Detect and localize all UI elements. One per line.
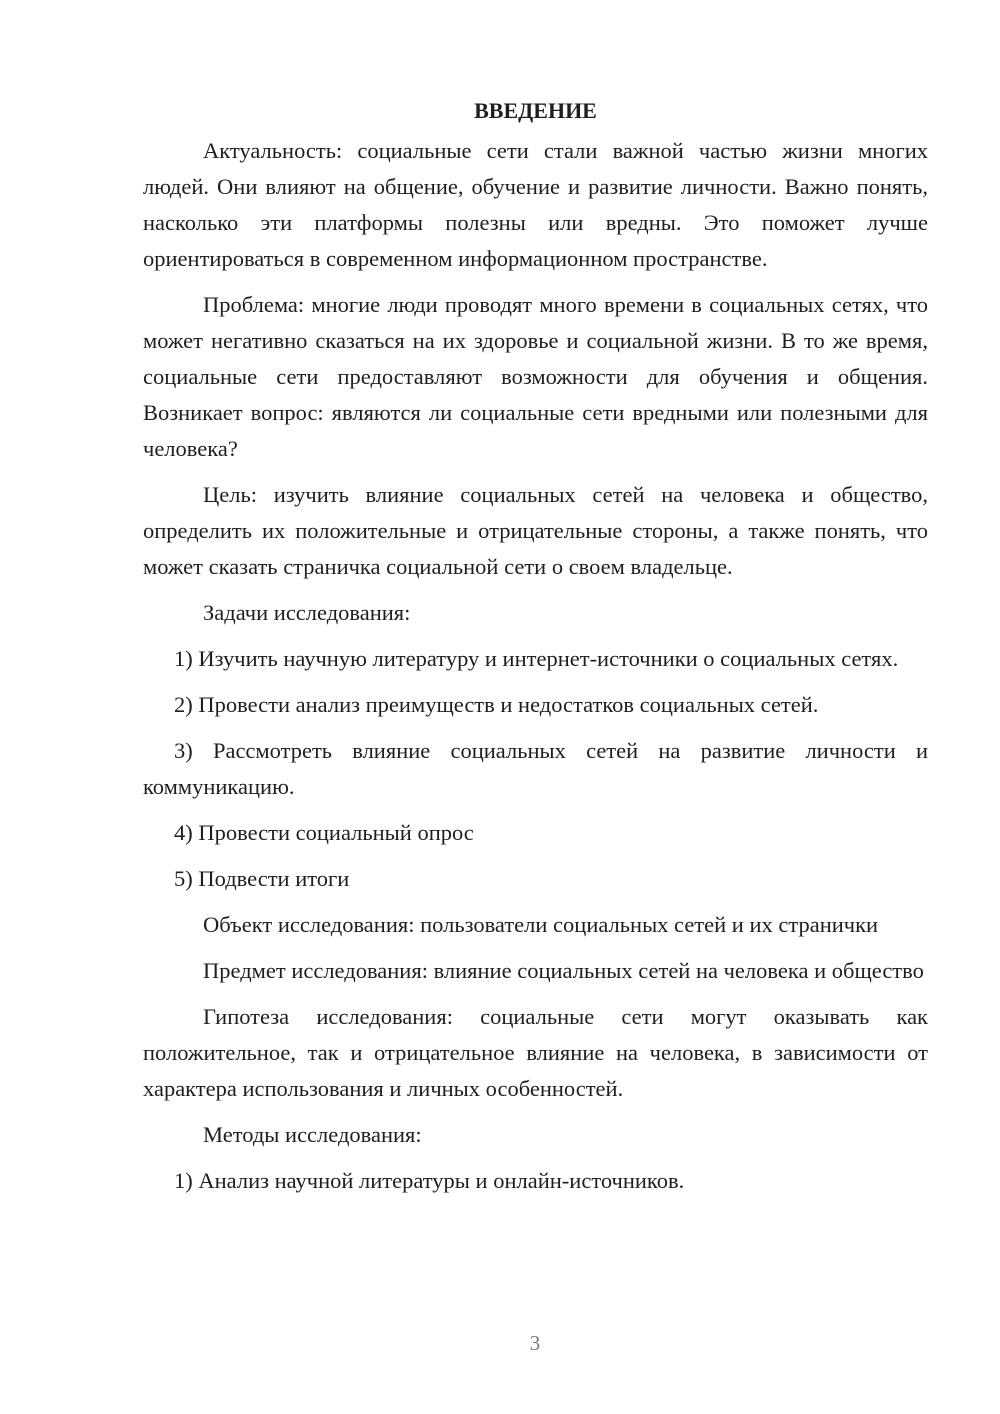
relevance-paragraph: Актуальность: социальные сети стали важной частью жизни многих людей. Они влияют на общение, обучение и развитие личности. Важно понять, насколько эти платформы полезны или вредны. Это поможет лучше ориентироваться в современном информационном пространстве.	[143, 138, 928, 271]
task-item-1: 1) Изучить научную литературу и интернет-источники о социальных сетях.	[174, 646, 899, 671]
subject-paragraph: Предмет исследования: влияние социальных сетей на человека и общество	[203, 958, 924, 983]
hypothesis-paragraph: Гипотеза исследования: социальные сети могут оказывать как положительное, так и отрицательное влияние на человека, в зависимости от характера использования и личных особенностей.	[143, 1004, 928, 1101]
tasks-heading: Задачи исследования:	[203, 600, 411, 625]
task-item-4: 4) Провести социальный опрос	[174, 820, 474, 845]
task-item-3: 3) Рассмотреть влияние социальных сетей на развитие личности и коммуникацию.	[143, 738, 928, 799]
page-number: 3	[529, 1331, 541, 1355]
method-item-1: 1) Анализ научной литературы и онлайн-источников.	[174, 1168, 685, 1193]
section-title: ВВЕДЕНИЕ	[474, 98, 597, 123]
problem-paragraph: Проблема: многие люди проводят много времени в социальных сетях, что может негативно сказаться на их здоровье и социальной жизни. В то же время, социальные сети предоставляют возможности для обучения и общения. Возникает вопрос: являются ли социальные сети вредными или полезными для человека?	[143, 292, 928, 461]
task-item-2: 2) Провести анализ преимуществ и недостатков социальных сетей.	[174, 692, 819, 717]
methods-heading: Методы исследования:	[203, 1122, 422, 1147]
object-paragraph: Объект исследования: пользователи социальных сетей и их странички	[203, 912, 879, 937]
task-item-5: 5) Подвести итоги	[174, 866, 350, 891]
document-body	[143, 93, 928, 1209]
goal-paragraph: Цель: изучить влияние социальных сетей на человека и общество, определить их положительные и отрицательные стороны, а также понять, что может сказать страничка социальной сети о своем владельце.	[143, 482, 928, 579]
